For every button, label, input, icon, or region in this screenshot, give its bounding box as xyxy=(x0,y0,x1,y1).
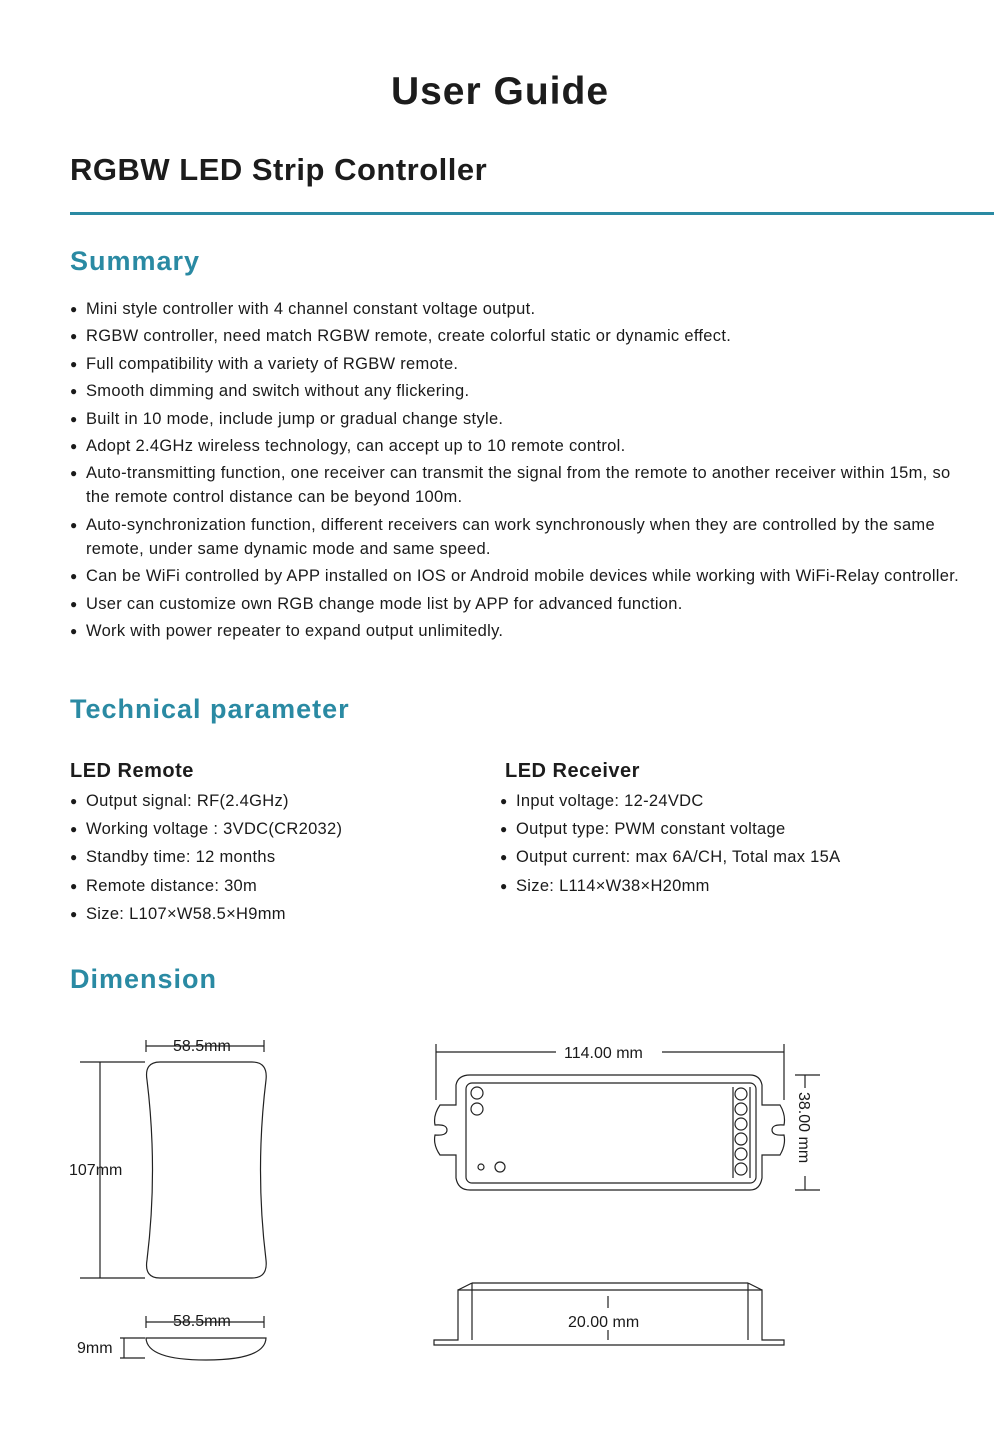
remote-heading: LED Remote xyxy=(70,760,194,782)
summary-item: ● RGBW controller, need match RGBW remote, create colorful static or dynamic effect. xyxy=(70,324,960,348)
summary-item: ● Full compatibility with a variety of RGBW remote. xyxy=(70,352,960,376)
remote-spec-item: ● Output signal: RF(2.4GHz) xyxy=(70,789,470,813)
summary-heading: Summary xyxy=(70,246,201,276)
remote-spec-item: ● Standby time: 12 months xyxy=(70,845,470,869)
summary-item: ● Mini style controller with 4 channel constant voltage output. xyxy=(70,297,960,321)
summary-item: ● Can be WiFi controlled by APP installed on IOS or Android mobile devices while working with WiFi-Relay controller. xyxy=(70,564,960,588)
receiver-spec-item: ● Size: L114×W38×H20mm xyxy=(500,874,960,898)
receiver-spec-list xyxy=(500,789,960,902)
dimension-drawing xyxy=(0,1020,1000,1420)
summary-item: ● Built in 10 mode, include jump or gradual change style. xyxy=(70,407,960,431)
remote-thickness-label: 9mm xyxy=(77,1340,113,1357)
remote-spec-item: ● Remote distance: 30m xyxy=(70,874,470,898)
product-title: RGBW LED Strip Controller xyxy=(70,152,488,187)
remote-width-label: 58.5mm xyxy=(173,1038,231,1055)
header-divider xyxy=(70,212,994,215)
receiver-length-label: 114.00 mm xyxy=(564,1045,643,1062)
page-title: User Guide xyxy=(390,70,610,113)
summary-item: ● Auto-synchronization function, different receivers can work synchronously when they are controlled by the same remote, under same dynamic mode and same speed. xyxy=(70,513,960,561)
remote-side-width-label: 58.5mm xyxy=(173,1313,231,1330)
remote-length-label: 107mm xyxy=(69,1162,123,1179)
remote-spec-item: ● Size: L107×W58.5×H9mm xyxy=(70,902,470,926)
dimension-heading: Dimension xyxy=(70,964,218,994)
remote-spec-item: ● Working voltage : 3VDC(CR2032) xyxy=(70,817,470,841)
summary-list xyxy=(70,297,960,646)
summary-item: ● User can customize own RGB change mode list by APP for advanced function. xyxy=(70,592,960,616)
remote-side-outline xyxy=(146,1338,266,1360)
summary-item: ● Auto-transmitting function, one receiver can transmit the signal from the remote to another receiver within 15m, so the remote control distance can be beyond 100m. xyxy=(70,461,960,509)
summary-item: ● Work with power repeater to expand output unlimitedly. xyxy=(70,619,960,643)
summary-item: ● Adopt 2.4GHz wireless technology, can accept up to 10 remote control. xyxy=(70,434,960,458)
receiver-top-outline xyxy=(435,1075,785,1190)
technical-heading: Technical parameter xyxy=(70,694,350,724)
summary-item: ● Smooth dimming and switch without any flickering. xyxy=(70,379,960,403)
remote-front-outline xyxy=(147,1062,267,1278)
receiver-width-label: 38.00 mm xyxy=(795,1092,812,1164)
receiver-height-label: 20.00 mm xyxy=(568,1314,640,1331)
receiver-heading: LED Receiver xyxy=(505,760,640,782)
remote-spec-list xyxy=(70,789,470,930)
receiver-spec-item: ● Output current: max 6A/CH, Total max 15A xyxy=(500,845,960,869)
receiver-spec-item: ● Input voltage: 12-24VDC xyxy=(500,789,960,813)
receiver-spec-item: ● Output type: PWM constant voltage xyxy=(500,817,960,841)
